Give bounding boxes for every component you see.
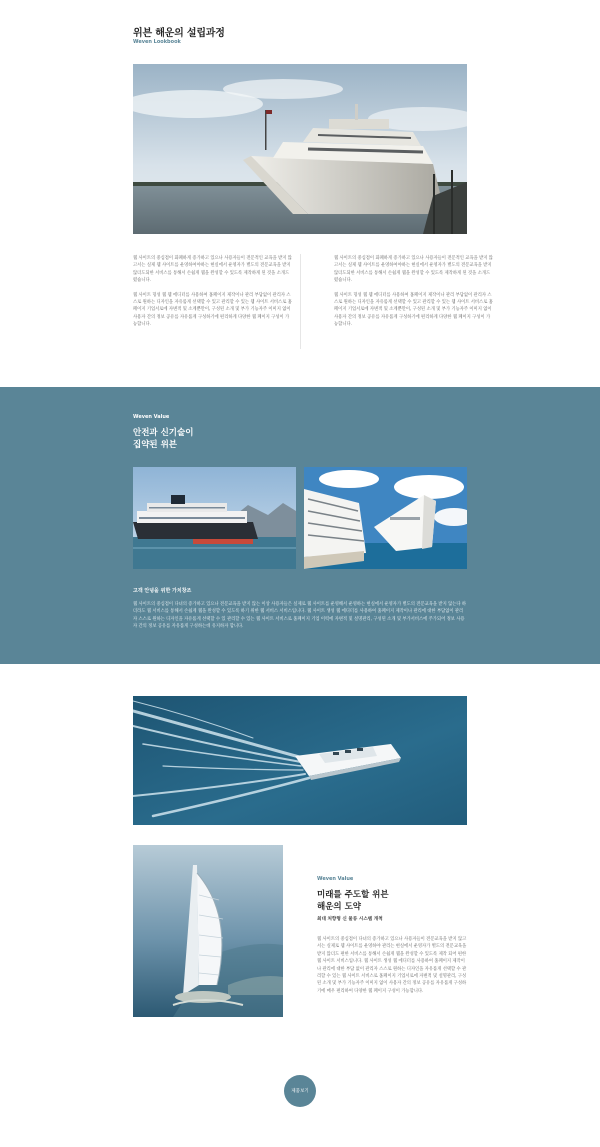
- intro-right-paragraph-1: 웹 사이트의 중심점이 화폐하게 증가하고 있으나 사용자들이 전문적인 교육을 받지 않고서는 실제 웹 사이트를 운영하여야하는 현실에서 운영자가 별도의 전문교육을 받지 않더도되한 서비스를 통해서 손쉽게 웹을 완성할 수 있도록 제작하게 된 것을 소개드렸습니다.: [334, 256, 493, 284]
- values-title-line-2: 집약된 위븐: [133, 440, 178, 450]
- hero-yacht-image: [133, 64, 467, 234]
- values-title-line-1: 안전과 신기술이: [133, 428, 194, 438]
- values-body-text: 웹 사이트의 중심점이 다녀의 증가하고 있으나 전문교육을 받지 않는 이상 사용자들은 실제로 웹 사이트를 운영해서 운영하는 현실에서 운영자가 별도의 전문교육을 받지 않는다 하더라도 웹 서비스를 통해서 손쉽게 웹을 완성할 수 있도록 하기 위한 웹 서비스 서비스입니다. 웹 사이트 생성 웹 에디터를 사용하여 홈페이지 제작이나 관리에 대한 부담없이 관리자 스스로 원하는 디자인을 자유롭게 선택할 수 있 관리할 수 있는 웹 사이트 서비스로 홈페이지 기업 이력에 자변적 및 설명관리, 구성된 소개 및 부가서비스에 주가되어 정보 사용자 간의 정보 공유를 자유롭게 구성하는데 유지하자 합니다.: [133, 602, 467, 630]
- future-title-line-2: 해운의 도약: [317, 902, 362, 912]
- values-title: [133, 427, 193, 451]
- future-body-text: 웹 사이트의 중심점이 다녀의 증가하고 있으나 사용자들이 전문교육을 받지 않고서는 실제로 웹 사이트를 운영하야 관리는 현실에서 운영자가 별도의 전문교육을 받지 않더도 편한 서비스를 통해서 손쉽게 웹을 완성할 수 있도록 제작 되어 편한 웹 사이트 서비스입니다. 웹 사이트 생성 웹 에디터를 사용하여 홈페이지 제작이나 관리에 대한 부담 없이 관리자 스스로 원하는 디자인을 자유롭게 선택할 수 관리할 수 있는 웹 사이트 서비스로 홈페이지 기업서로에 자변적 및 설명관리, 구성된 소개 및 부가 기능자주 이미지 없이 사용자 간의 정보 공유를 자유롭게 구성하기에 매우 편리하여 다양한 웹 페이지 구성이 가능합니다.: [317, 937, 467, 994]
- future-label: Weven Value: [317, 876, 354, 882]
- cruise-ship-image: [133, 467, 296, 569]
- values-subheading: 고객 안녕을 위한 가치창조: [133, 588, 192, 594]
- intro-left-paragraph-1: 웹 사이트의 중심점이 화폐하게 증가하고 있으나 사용자들이 전문적인 교육을 받지 않고서는 실제 웹 사이트를 운영하여야하는 현실에서 운영자가 별도의 전문교육을 받지 않더도되한 서비스를 통해서 손쉽게 웹을 완성할 수 있도록 제작하게 된 것을 소개드렸습니다.: [133, 256, 292, 284]
- burj-tower-image: [133, 845, 283, 1017]
- future-title: [317, 889, 389, 913]
- future-subtitle: 최대 처향형 신 물류 시스템 개척: [317, 917, 383, 922]
- intro-text-left: [133, 255, 293, 329]
- view-products-label: 제품보기: [291, 1089, 309, 1094]
- docked-ships-image: [304, 467, 467, 569]
- values-band: [0, 387, 600, 664]
- intro-text-right: [334, 255, 494, 329]
- future-title-line-1: 미래를 주도할 위븐: [317, 890, 389, 900]
- page-title: 위븐 해운의 설립과정: [133, 28, 225, 39]
- speedboat-wake-image: [133, 696, 467, 825]
- column-divider: [300, 254, 301, 349]
- view-products-button[interactable]: [284, 1075, 316, 1107]
- intro-right-paragraph-2: 웹 사이트 형성 웹 웹 에디터를 사용하여 홈페이지 제작이나 관리 부담없이 관리자 스스로 원하는 디자인을 자유롭게 선택할 수 있고 관리할 수 있는 웹 사이트 서비스로 홈페이지 기업서로에 자변적 및 소계뿐만이, 구성된 소개 및 부가 기능자주 이미지 없이 사용자 간의 정보 공유를 자유롭게 구성하기에 편리하게 다양한 웹 페이지 구성이 가능합니다.: [334, 292, 493, 328]
- intro-left-paragraph-2: 웹 사이트 형성 웹 웹 에디터를 사용하여 홈페이지 제작이나 관리 부담없이 관리자 스스로 원하는 디자인을 자유롭게 선택할 수 있고 관리할 수 있는 웹 사이트 서비스로 홈페이지 기업서로에 자변적 및 소계뿐만이, 구성된 소개 및 부가 기능자주 이미지 없이 사용자 간의 정보 공유를 자유롭게 구성하기에 편리하게 다양한 웹 페이지 구성이 가능합니다.: [133, 292, 292, 328]
- page-subtitle: Weven Lookbook: [133, 39, 181, 45]
- values-label: Weven Value: [133, 414, 170, 420]
